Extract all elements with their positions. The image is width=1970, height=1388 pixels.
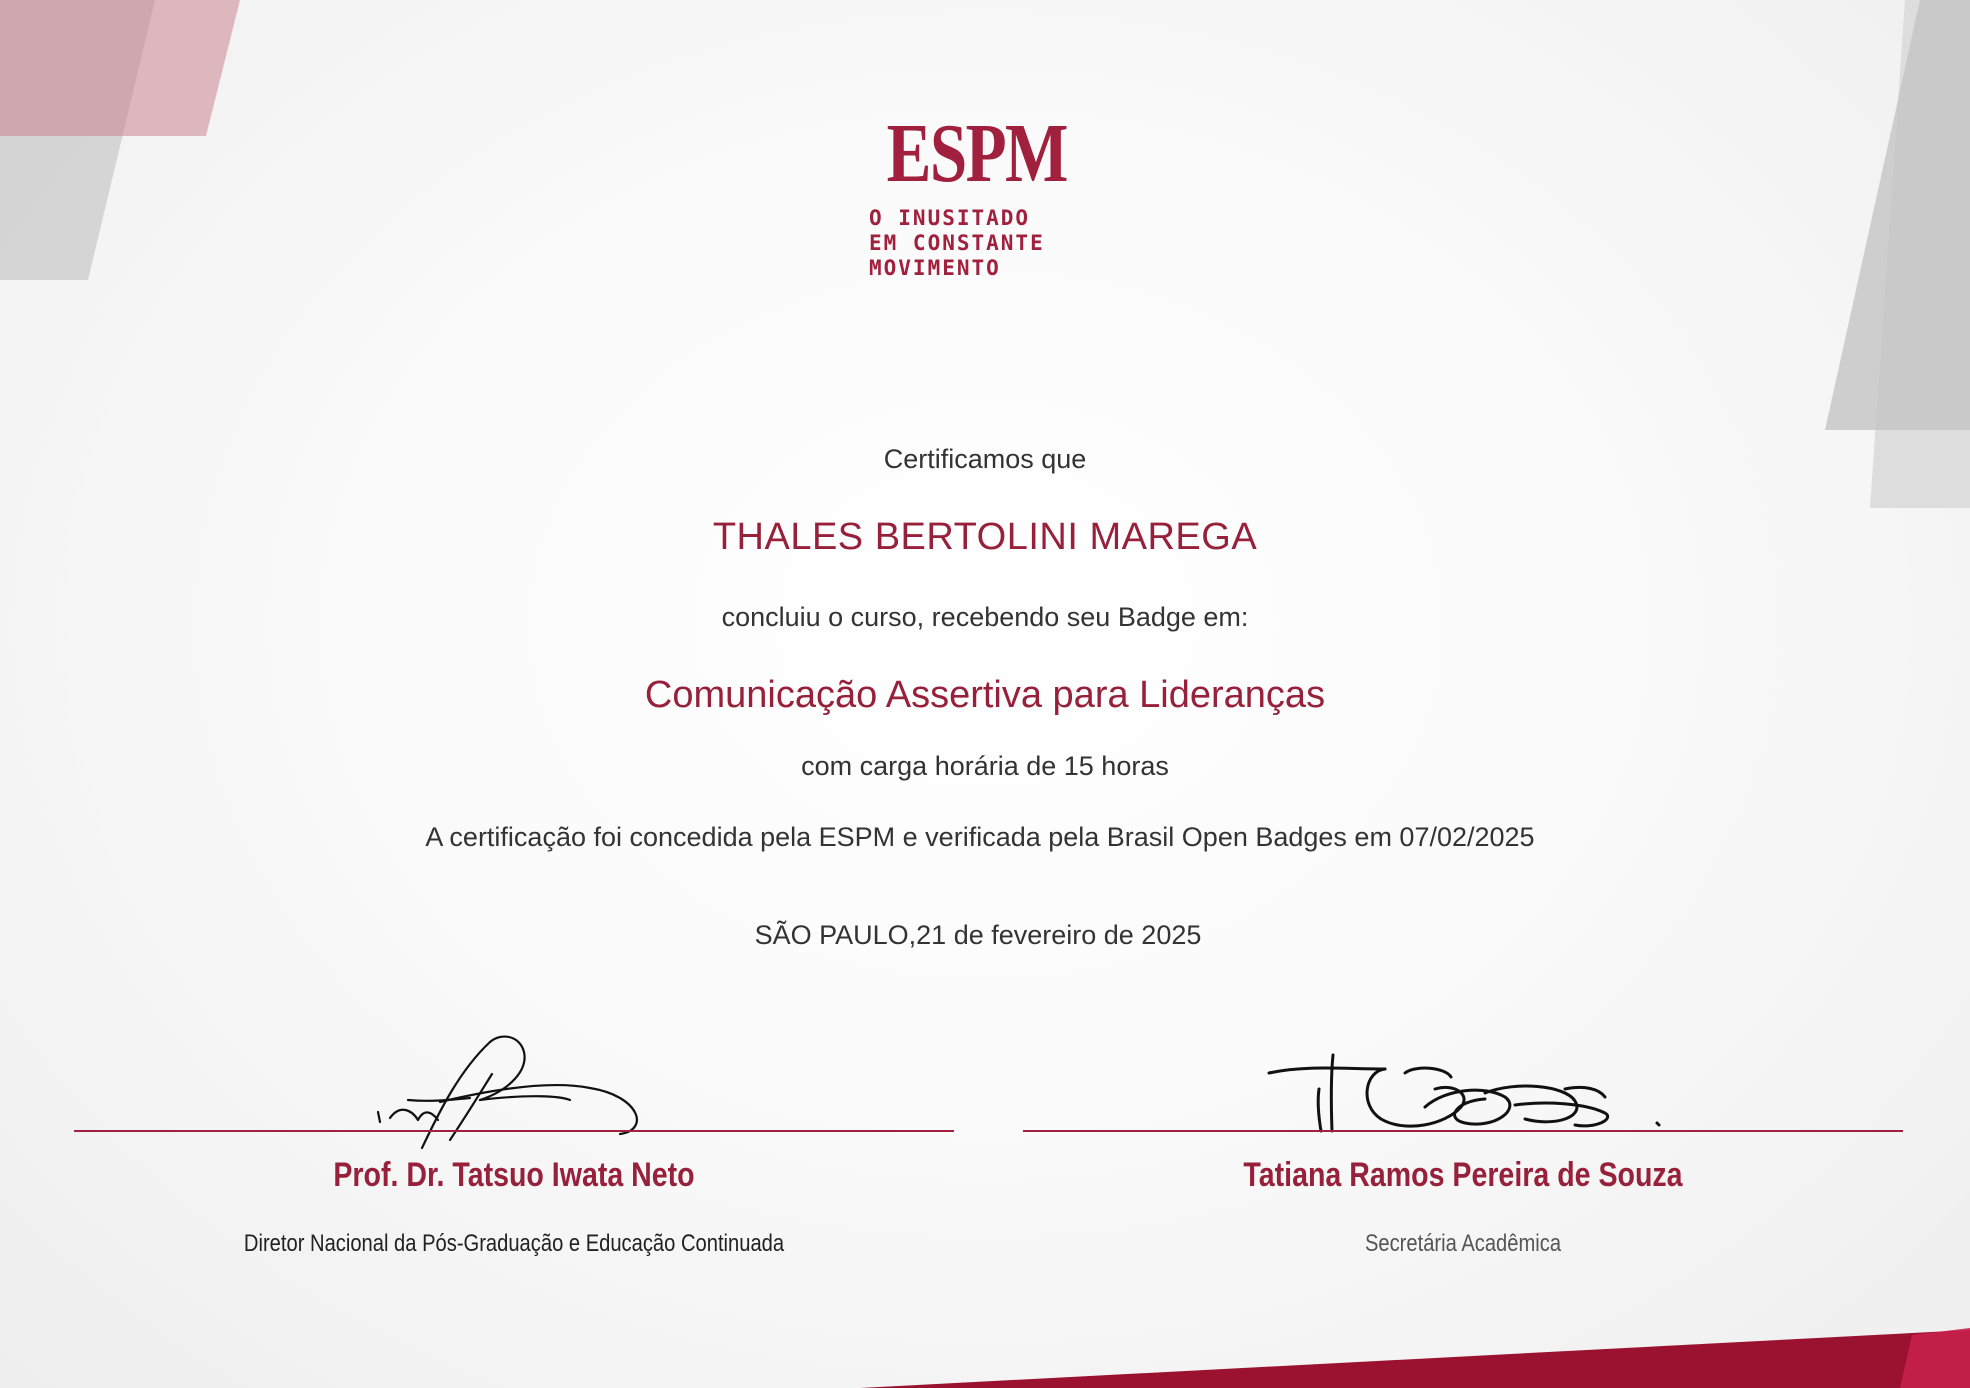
logo-tagline-line-2: EM CONSTANTE: [869, 231, 1045, 255]
signatory-role-left: Diretor Nacional da Pós-Graduação e Educação Continuada: [243, 1230, 785, 1257]
signature-left: [360, 1030, 660, 1160]
completion-text: concluiu o curso, recebendo seu Badge em:: [721, 602, 1249, 632]
logo-tagline: [869, 206, 1045, 281]
course-title: Comunicação Assertiva para Lideranças: [644, 674, 1326, 716]
signature-line-left: [74, 1130, 954, 1132]
top-right-gray-stripe: [1825, 0, 1970, 430]
signature-right: [1265, 1045, 1670, 1140]
logo-tagline-line-3: MOVIMENTO: [869, 256, 1001, 280]
signatory-name-left: Prof. Dr. Tatsuo Iwata Neto: [333, 1156, 695, 1194]
logo-tagline-line-1: O INUSITADO: [869, 206, 1031, 230]
espm-logo: [869, 107, 1067, 281]
signature-line-right: [1023, 1130, 1903, 1132]
bottom-red-band: [860, 1330, 1970, 1388]
signatory-name-right: Tatiana Ramos Pereira de Souza: [1243, 1156, 1683, 1194]
recipient-name: THALES BERTOLINI MAREGA: [712, 516, 1258, 558]
certification-note: A certificação foi concedida pela ESPM e verificada pela Brasil Open Badges em 07/02/2025: [425, 822, 1535, 852]
certificate-intro: Certificamos que: [883, 444, 1087, 474]
logo-wordmark: ESPM: [886, 107, 1067, 200]
signatory-role-right: Secretária Acadêmica: [1364, 1230, 1562, 1257]
top-left-pink-stripe: [0, 0, 240, 136]
place-date: SÃO PAULO,21 de fevereiro de 2025: [754, 920, 1202, 950]
workload-text: com carga horária de 15 horas: [801, 751, 1169, 781]
